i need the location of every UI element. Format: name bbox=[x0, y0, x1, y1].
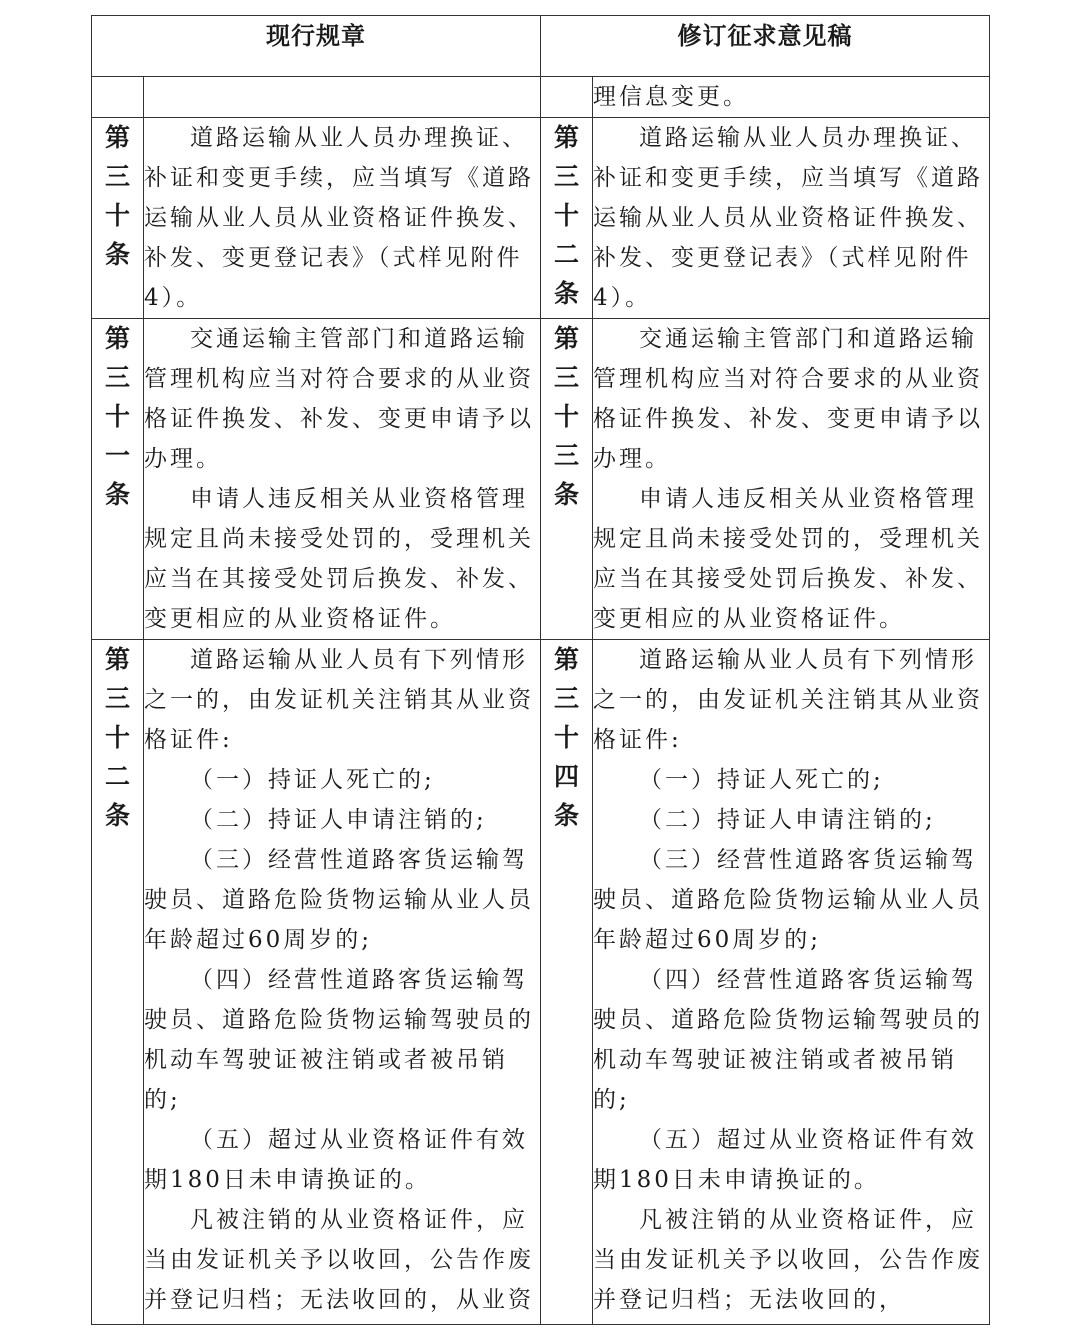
right-article-paragraph: （一）持证人死亡的; bbox=[639, 767, 884, 793]
left-article-text-cell bbox=[144, 118, 541, 319]
left-article-label-cell bbox=[92, 77, 144, 118]
right-article-paragraph: 道路运输从业人员办理换证、补证和变更手续，应当填写《道路运输从业人员从业资格证件换发、补发、变更登记表》（式样见附件4）。 bbox=[593, 125, 983, 311]
left-article-text-cell bbox=[144, 640, 541, 1325]
left-article-paragraph: （一）持证人死亡的; bbox=[190, 767, 435, 793]
right-article-paragraph: 理信息变更。 bbox=[593, 84, 749, 110]
left-article-paragraph: 道路运输从业人员有下列情形之一的，由发证机关注销其从业资格证件: bbox=[144, 647, 534, 753]
left-article-paragraph: （四）经营性道路客货运输驾驶员、道路危险货物运输驾驶员的机动车驾驶证被注销或者被吊销的; bbox=[144, 967, 534, 1113]
right-article-paragraph: （三）经营性道路客货运输驾驶员、道路危险货物运输从业人员年龄超过60周岁的; bbox=[593, 847, 983, 953]
right-article-paragraph: （二）持证人申请注销的; bbox=[639, 807, 936, 833]
right-article-paragraph: 道路运输从业人员有下列情形之一的，由发证机关注销其从业资格证件: bbox=[593, 647, 983, 753]
left-article-number: 第三十二条 bbox=[104, 645, 130, 830]
right-article-number: 第三十二条 bbox=[553, 123, 579, 308]
right-article-paragraph: 交通运输主管部门和道路运输管理机构应当对符合要求的从业资格证件换发、补发、变更申请予以办理。 bbox=[593, 326, 983, 472]
left-article-paragraph: （三）经营性道路客货运输驾驶员、道路危险货物运输从业人员年龄超过60周岁的; bbox=[144, 847, 534, 953]
right-article-text-cell bbox=[593, 319, 990, 640]
right-article-label-cell bbox=[541, 77, 593, 118]
right-article-number: 第三十四条 bbox=[553, 645, 579, 830]
current-rules-header: 现行规章 bbox=[92, 16, 541, 77]
left-article-paragraph: 凡被注销的从业资格证件，应当由发证机关予以收回，公告作废并登记归档；无法收回的，从业资 bbox=[144, 1207, 534, 1313]
right-article-text-cell bbox=[593, 77, 990, 118]
left-article-paragraph: （五）超过从业资格证件有效期180日未申请换证的。 bbox=[144, 1127, 528, 1193]
right-article-paragraph: 申请人违反相关从业资格管理规定且尚未接受处罚的，受理机关应当在其接受处罚后换发、补发、变更相应的从业资格证件。 bbox=[593, 486, 983, 632]
left-article-label-cell bbox=[92, 640, 144, 1325]
left-article-paragraph: 交通运输主管部门和道路运输管理机构应当对符合要求的从业资格证件换发、补发、变更申请予以办理。 bbox=[144, 326, 534, 472]
right-article-text-cell bbox=[593, 118, 990, 319]
left-article-text-cell bbox=[144, 319, 541, 640]
left-article-label-cell bbox=[92, 319, 144, 640]
right-article-label-cell bbox=[541, 640, 593, 1325]
left-article-paragraph: 申请人违反相关从业资格管理规定且尚未接受处罚的，受理机关应当在其接受处罚后换发、补发、变更相应的从业资格证件。 bbox=[144, 486, 534, 632]
article-row bbox=[92, 319, 990, 640]
revised-draft-header: 修订征求意见稿 bbox=[541, 16, 990, 77]
comparison-table bbox=[91, 15, 990, 1325]
header-row bbox=[92, 16, 990, 77]
left-article-paragraph: （二）持证人申请注销的; bbox=[190, 807, 487, 833]
right-article-label-cell bbox=[541, 319, 593, 640]
left-article-number: 第三十一条 bbox=[104, 324, 130, 509]
article-row bbox=[92, 640, 990, 1325]
left-article-label-cell bbox=[92, 118, 144, 319]
right-article-paragraph: （四）经营性道路客货运输驾驶员、道路危险货物运输驾驶员的机动车驾驶证被注销或者被吊销的; bbox=[593, 967, 983, 1113]
right-article-paragraph: 凡被注销的从业资格证件，应当由发证机关予以收回，公告作废并登记归档；无法收回的， bbox=[593, 1207, 983, 1313]
right-article-label-cell bbox=[541, 118, 593, 319]
left-article-text-cell bbox=[144, 77, 541, 118]
right-article-number: 第三十三条 bbox=[553, 324, 579, 509]
right-article-text-cell bbox=[593, 640, 990, 1325]
left-article-number: 第三十条 bbox=[104, 123, 130, 269]
left-article-paragraph: 道路运输从业人员办理换证、补证和变更手续，应当填写《道路运输从业人员从业资格证件换发、补发、变更登记表》（式样见附件4）。 bbox=[144, 125, 534, 311]
article-row bbox=[92, 77, 990, 118]
right-article-paragraph: （五）超过从业资格证件有效期180日未申请换证的。 bbox=[593, 1127, 977, 1193]
article-row bbox=[92, 118, 990, 319]
